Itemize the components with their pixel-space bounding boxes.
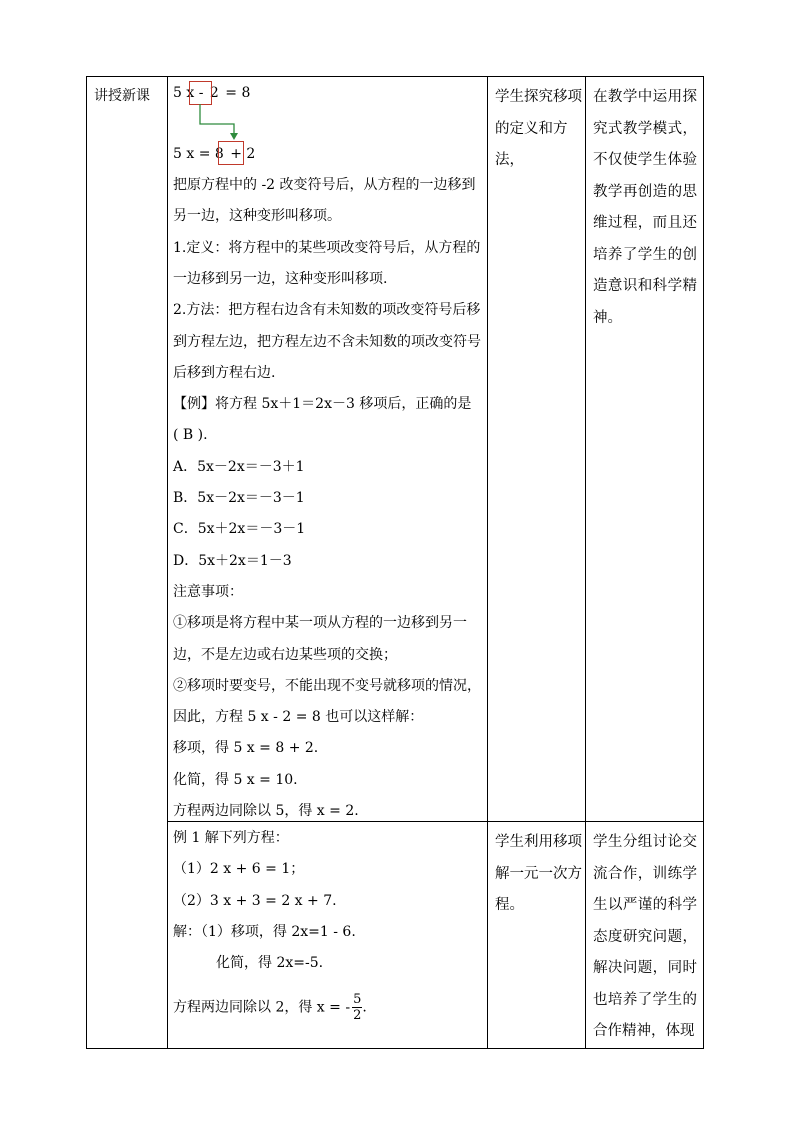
- text-line: 注意事项：: [173, 583, 243, 600]
- lesson-table: [86, 76, 704, 1049]
- content-cell: [168, 77, 488, 822]
- text-line: 把原方程中的 -2 改变符号后，从方程的一边移到: [173, 177, 476, 193]
- eq2-boxed-term: + 2: [230, 146, 256, 162]
- equation-moved: [173, 144, 257, 164]
- text-line: 另一边，这种变形叫移项。: [173, 208, 341, 225]
- text-line: 一边移到另一边，这种变形叫移项.: [173, 270, 388, 287]
- text-line: ( B ).: [173, 427, 208, 444]
- eq2-left: 5 x = 8: [173, 146, 224, 162]
- text-line: 到方程左边，把方程左边不含未知数的项改变符号: [173, 333, 481, 350]
- design-intent-text-2: 学生分组讨论交流合作，训练学生以严谨的科学态度研究问题，解决问题，同时也培养了学生的合作精神，体现: [593, 834, 697, 1039]
- text-line: 移项，得 5 x = 8 + 2.: [173, 740, 319, 757]
- stage-cell: [87, 77, 168, 1049]
- text-line: C．5x＋2x＝－3－1: [173, 521, 306, 538]
- example-line: 解：（1）移项，得 2x=1 - 6.: [173, 923, 356, 940]
- fraction: [352, 992, 362, 1023]
- table-row: [87, 77, 704, 822]
- text-line: ②移项时要变号，不能出现不变号就移项的情况，: [173, 677, 481, 694]
- final-prefix: 方程两边同除以 2，得 x = -: [173, 999, 351, 1016]
- text-line: 【例】将方程 5x＋1＝2x－3 移项后，正确的是: [173, 396, 472, 413]
- example-line: （2）3 x + 3 = 2 x + 7.: [173, 892, 337, 909]
- student-activity-cell: [488, 77, 586, 822]
- student-activity-cell-2: [488, 822, 586, 1049]
- text-line: 化简，得 5 x = 10.: [173, 771, 298, 788]
- highlight-box-moved: [218, 141, 244, 165]
- design-intent-text: 在教学中运用探究式教学模式，不仅使学生体验教学再创造的思维过程，而且还培养了学生的创造意识和科学精神。: [593, 89, 697, 326]
- text-line: B．5x－2x＝－3－1: [173, 490, 305, 506]
- student-activity-text: 学生探究移项的定义和方法，: [495, 89, 582, 168]
- example-line: 例 1 解下列方程：: [173, 830, 289, 846]
- final-suffix: .: [362, 999, 367, 1016]
- fraction-denominator: 2: [353, 1008, 362, 1023]
- design-intent-cell-2: [586, 822, 704, 1049]
- student-activity-text-2: 学生利用移项解一元一次方程。: [495, 834, 582, 913]
- example-line: 化简，得 2x=-5.: [216, 955, 324, 972]
- stage-label: 讲授新课: [94, 88, 150, 104]
- text-line: 2.方法：把方程右边含有未知数的项改变符号后移: [173, 302, 481, 319]
- eq1-boxed-term: 2: [209, 85, 219, 101]
- text-line: ①移项是将方程中某一项从方程的一边移到另一: [173, 615, 467, 632]
- eq1-left: 5 x -: [173, 85, 204, 101]
- example-line: （1）2 x + 6 = 1；: [173, 861, 305, 878]
- fraction-numerator: 5: [353, 992, 362, 1007]
- text-line: 因此，方程 5 x - 2 = 8 也可以这样解：: [173, 709, 424, 726]
- text-line: 1.定义：将方程中的某些项改变符号后，从方程的: [173, 239, 481, 256]
- table-row: [87, 822, 704, 1049]
- text-line: A．5x－2x＝－3＋1: [173, 458, 305, 475]
- text-line: 方程两边同除以 5，得 x = 2.: [173, 803, 359, 819]
- eq1-right: = 8: [225, 85, 251, 101]
- example-cell: [168, 822, 488, 1049]
- text-line: D．5x＋2x＝1－3: [173, 552, 292, 569]
- design-intent-cell: [586, 77, 704, 822]
- final-result-line: [173, 992, 367, 1023]
- text-line: 边，不是左边或右边某些项的交换；: [173, 646, 397, 663]
- text-line: 后移到方程右边.: [173, 364, 276, 381]
